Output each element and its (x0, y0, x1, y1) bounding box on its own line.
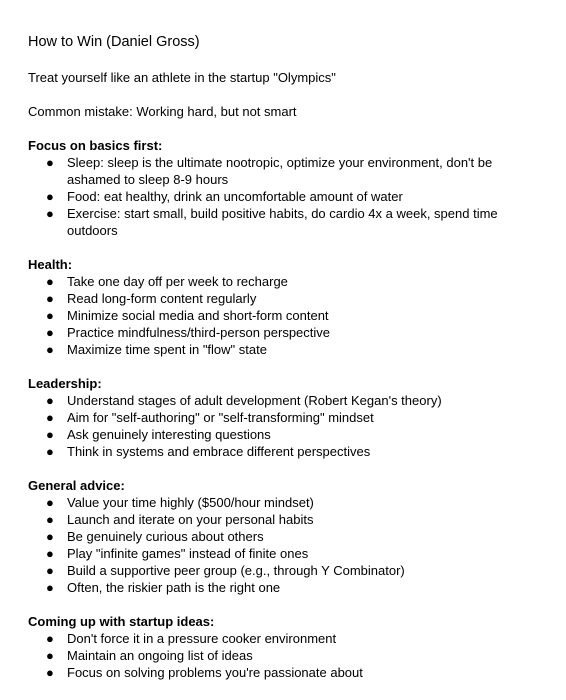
section-heading: Leadership: (28, 376, 102, 391)
list-item-text: Understand stages of adult development (Robert Kegan's theory) (67, 393, 442, 408)
list-item (28, 188, 538, 205)
list-item (28, 630, 538, 647)
list-item (28, 426, 538, 443)
list-item (28, 528, 538, 545)
list-item (28, 154, 538, 188)
list-item (28, 579, 538, 596)
list-item (28, 273, 538, 290)
list-item (28, 664, 538, 681)
list-item-text: Be genuinely curious about others (67, 529, 264, 544)
list-item (28, 324, 538, 341)
sections-container (28, 137, 538, 681)
bullet-icon: ● (46, 444, 54, 459)
bullet-list (28, 392, 538, 460)
bullet-icon: ● (46, 308, 54, 323)
section-heading: Coming up with startup ideas: (28, 614, 215, 629)
document-title: How to Win (Daniel Gross) (28, 34, 200, 50)
list-item-text: Read long-form content regularly (67, 291, 257, 306)
bullet-icon: ● (46, 529, 54, 544)
intro-line: Common mistake: Working hard, but not smart (28, 104, 297, 119)
list-item (28, 494, 538, 511)
section (28, 613, 538, 681)
list-item (28, 392, 538, 409)
bullet-icon: ● (46, 631, 54, 646)
bullet-icon: ● (46, 580, 54, 595)
list-item-text: Maximize time spent in "flow" state (67, 342, 267, 357)
list-item-text: Maintain an ongoing list of ideas (67, 648, 253, 663)
list-item-text: Build a supportive peer group (e.g., through Y Combinator) (67, 563, 405, 578)
list-item-text: Sleep: sleep is the ultimate nootropic, optimize your environment, don't be ashamed to sleep 8-9 hours (67, 155, 493, 187)
bullet-list (28, 494, 538, 596)
bullet-list (28, 273, 538, 358)
list-item-text: Focus on solving problems you're passionate about (67, 665, 363, 680)
list-item (28, 562, 538, 579)
list-item-text: Practice mindfulness/third-person perspective (67, 325, 331, 340)
list-item (28, 511, 538, 528)
list-item (28, 205, 538, 239)
bullet-icon: ● (46, 665, 54, 680)
list-item-text: Exercise: start small, build positive habits, do cardio 4x a week, spend time outdoors (67, 206, 498, 238)
bullet-icon: ● (46, 563, 54, 578)
bullet-icon: ● (46, 648, 54, 663)
list-item-text: Launch and iterate on your personal habits (67, 512, 314, 527)
list-item (28, 307, 538, 324)
list-item (28, 290, 538, 307)
list-item-text: Aim for "self-authoring" or "self-transforming" mindset (67, 410, 374, 425)
bullet-icon: ● (46, 495, 54, 510)
section-heading: Health: (28, 257, 73, 272)
list-item (28, 443, 538, 460)
list-item (28, 341, 538, 358)
list-item-text: Minimize social media and short-form content (67, 308, 329, 323)
bullet-icon: ● (46, 546, 54, 561)
bullet-icon: ● (46, 342, 54, 357)
bullet-icon: ● (46, 189, 54, 204)
list-item-text: Play "infinite games" instead of finite ones (67, 546, 309, 561)
bullet-list (28, 154, 538, 239)
bullet-icon: ● (46, 512, 54, 527)
list-item-text: Think in systems and embrace different perspectives (67, 444, 371, 459)
section (28, 477, 538, 596)
list-item-text: Don't force it in a pressure cooker environment (67, 631, 337, 646)
section-heading: Focus on basics first: (28, 138, 163, 153)
list-item-text: Food: eat healthy, drink an uncomfortable amount of water (67, 189, 403, 204)
list-item-text: Often, the riskier path is the right one (67, 580, 281, 595)
section (28, 137, 538, 239)
bullet-icon: ● (46, 155, 54, 170)
bullet-icon: ● (46, 410, 54, 425)
bullet-icon: ● (46, 291, 54, 306)
bullet-icon: ● (46, 325, 54, 340)
list-item (28, 647, 538, 664)
section (28, 256, 538, 358)
list-item-text: Ask genuinely interesting questions (67, 427, 271, 442)
list-item (28, 409, 538, 426)
bullet-icon: ● (46, 274, 54, 289)
list-item-text: Value your time highly ($500/hour mindset) (67, 495, 314, 510)
bullet-icon: ● (46, 427, 54, 442)
intro-line: Treat yourself like an athlete in the startup "Olympics" (28, 70, 336, 85)
bullet-icon: ● (46, 206, 54, 221)
list-item-text: Take one day off per week to recharge (67, 274, 288, 289)
bullet-list (28, 630, 538, 681)
list-item (28, 545, 538, 562)
section-heading: General advice: (28, 478, 125, 493)
bullet-icon: ● (46, 393, 54, 408)
section (28, 375, 538, 460)
